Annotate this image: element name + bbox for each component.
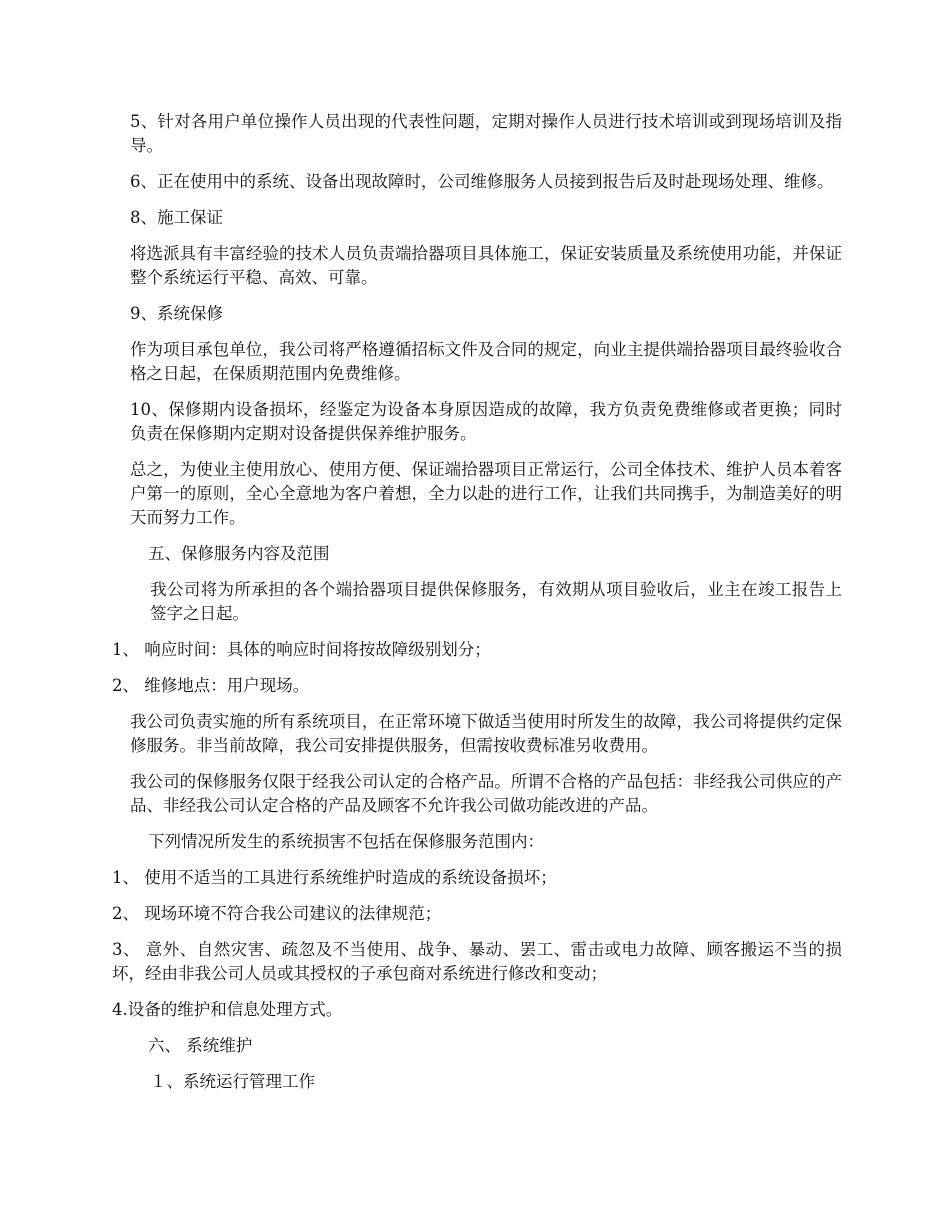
paragraph-item-10: 10、保修期内设备损坏，经鉴定为设备本身原因造成的故障，我方负责免费维修或者更换；同时负责在保修期内定期对设备提供保养维护服务。 xyxy=(130,400,842,443)
document-body xyxy=(112,110,842,1106)
paragraph-warranty: 作为项目承包单位，我公司将严格遵循招标文件及合同的规定，向业主提供端拾器项目最终验收合格之日起，在保质期范围内免费维修。 xyxy=(130,340,842,383)
list-item-exclusion-4: 4.设备的维护和信息处理方式。 xyxy=(112,1000,343,1019)
list-item-exclusion-1: 1、 使用不适当的工具进行系统维护时造成的系统设备损坏； xyxy=(112,868,557,887)
list-item-exclusion-2: 2、 现场环境不符合我公司建议的法律规范； xyxy=(112,904,442,923)
section-heading-warranty: 9、系统保修 xyxy=(130,304,223,323)
chapter-heading-5: 五、保修服务内容及范围 xyxy=(148,544,330,563)
chapter-heading-6: 六、 系统维护 xyxy=(148,1036,253,1055)
list-item-exclusion-3: 3、 意外、自然灾害、疏忽及不当使用、战争、暴动、罢工、雷击或电力故障、顾客搬运不当的损坏，经由非我公司人员或其授权的子承包商对系统进行修改和变动； xyxy=(112,940,842,983)
paragraph-item-5: 5、针对各用户单位操作人员出现的代表性问题，定期对操作人员进行技术培训或到现场培训及指导。 xyxy=(130,112,842,155)
paragraph-system-projects: 我公司负责实施的所有系统项目，在正常环境下做适当使用时所发生的故障，我公司将提供约定保修服务。非当前故障，我公司安排提供服务，但需按收费标准另收费用。 xyxy=(130,712,842,755)
paragraph-exclusions-intro: 下列情况所发生的系统损害不包括在保修服务范围内： xyxy=(148,832,544,851)
section-heading-construction: 8、施工保证 xyxy=(130,208,223,227)
list-item-repair-location: 2、 维修地点：用户现场。 xyxy=(112,676,310,695)
paragraph-item-6: 6、正在使用中的系统、设备出现故障时，公司维修服务人员接到报告后及时赴现场处理、维修。 xyxy=(130,172,834,191)
paragraph-validity: 我公司将为所承担的各个端拾器项目提供保修服务，有效期从项目验收后，业主在竣工报告上签字之日起。 xyxy=(150,580,842,623)
paragraph-construction: 将选派具有丰富经验的技术人员负责端拾器项目具体施工，保证安装质量及系统使用功能，并保证整个系统运行平稳、高效、可靠。 xyxy=(130,244,842,287)
list-item-response-time: 1、 响应时间：具体的响应时间将按故障级别划分； xyxy=(112,640,491,659)
paragraph-summary: 总之，为使业主使用放心、使用方便、保证端拾器项目正常运行，公司全体技术、维护人员本着客户第一的原则，全心全意地为客户着想，全力以赴的进行工作，让我们共同携手，为制造美好的明天而努力工作。 xyxy=(130,460,842,527)
paragraph-qualified-products: 我公司的保修服务仅限于经我公司认定的合格产品。所谓不合格的产品包括：非经我公司供应的产品、非经我公司认定合格的产品及顾客不允许我公司做功能改进的产品。 xyxy=(130,772,842,815)
subsection-heading-1: １、系统运行管理工作 xyxy=(150,1072,315,1091)
